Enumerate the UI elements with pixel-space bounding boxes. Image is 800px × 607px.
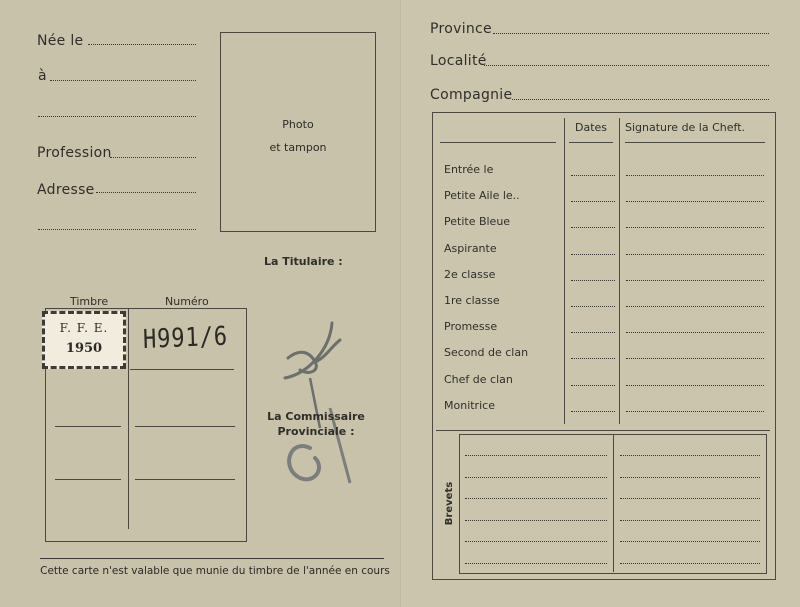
localite-label: Localité [430,53,487,69]
rank-label: Monitrice [444,399,495,412]
brevet-name-field[interactable] [465,563,607,564]
dates-header-rule [569,142,613,143]
stamp-text: F. F. E. [59,321,109,335]
rank-signature-field[interactable] [626,227,764,228]
rank-signature-field[interactable] [626,385,764,386]
brevet-date-field[interactable] [620,498,760,499]
rank-date-field[interactable] [571,385,615,386]
signature-mark [270,318,360,488]
numero-value: H991/6 [142,321,229,355]
brevet-name-field[interactable] [465,498,607,499]
profession-label: Profession [37,145,112,161]
compagnie-label: Compagnie [430,87,513,103]
rank-label: Petite Bleue [444,215,511,228]
province-field[interactable] [493,33,769,34]
rank-label: Second de clan [444,346,529,359]
rank-label: Chef de clan [444,373,513,386]
rank-signature-field[interactable] [626,201,764,202]
rank-date-field[interactable] [571,411,615,412]
nee-le-label: Née le [37,33,84,49]
rank-label: Petite Aile le.. [444,189,520,202]
lieu-field[interactable] [50,80,196,81]
brevet-date-field[interactable] [620,477,760,478]
rank-signature-field[interactable] [626,254,764,255]
photo-label-2: et tampon [269,141,327,154]
brevet-name-field[interactable] [465,477,607,478]
province-label: Province [430,21,492,37]
label-header-rule [440,142,556,143]
adresse-field[interactable] [96,192,196,193]
rank-date-field[interactable] [571,175,615,176]
timbre-line-2 [55,479,121,480]
rank-date-field[interactable] [571,254,615,255]
rank-date-field[interactable] [571,201,615,202]
rank-signature-field[interactable] [626,332,764,333]
brevet-date-field[interactable] [620,563,760,564]
brevets-label: Brevets [444,481,456,526]
timbre-line-1 [55,426,121,427]
titulaire-label: La Titulaire : [264,255,343,268]
brevet-date-field[interactable] [620,541,760,542]
rank-date-field[interactable] [571,280,615,281]
rank-date-field[interactable] [571,358,615,359]
rank-signature-field[interactable] [626,358,764,359]
rank-label: Promesse [444,320,498,333]
provinciale-label: Provinciale : [277,425,355,438]
brevets-divider [613,434,614,572]
rank-date-field[interactable] [571,332,615,333]
numero-underline [130,369,234,370]
rank-signature-field[interactable] [626,411,764,412]
brevet-date-field[interactable] [620,455,760,456]
stamp-year: 1950 [65,341,103,356]
footer-note: Cette carte n'est valable que munie du timbre de l'année en cours [40,565,390,577]
ffe-stamp [42,311,126,369]
signature-header: Signature de la Cheft. [625,121,746,134]
adresse-label: Adresse [37,182,95,198]
rank-signature-field[interactable] [626,175,764,176]
rank-signature-field[interactable] [626,306,764,307]
brevet-name-field[interactable] [465,520,607,521]
numero-header: Numéro [165,295,209,308]
rank-date-field[interactable] [571,227,615,228]
brevet-date-field[interactable] [620,520,760,521]
photo-box [220,32,376,232]
footer-rule [40,558,384,559]
numero-line-2 [135,479,235,480]
timbre-header: Timbre [70,295,109,308]
numero-line-1 [135,426,235,427]
brevet-name-field[interactable] [465,541,607,542]
rank-label: 1re classe [444,294,500,307]
table-divider [128,309,129,529]
brevets-separator [436,430,770,431]
nee-le-field[interactable] [88,44,196,45]
adresse-field-2[interactable] [38,229,196,230]
extra-line-field[interactable] [38,116,196,117]
rank-label: 2e classe [444,268,496,281]
lieu-label: à [38,68,47,84]
rank-label: Aspirante [444,242,497,255]
signature-header-rule [625,142,765,143]
brevet-name-field[interactable] [465,455,607,456]
dates-right-divider [619,118,620,424]
rank-label: Entrée le [444,163,494,176]
rank-date-field[interactable] [571,306,615,307]
dates-left-divider [564,118,565,424]
profession-field[interactable] [110,157,196,158]
compagnie-field[interactable] [512,99,769,100]
rank-signature-field[interactable] [626,280,764,281]
photo-label: Photo [282,118,314,131]
dates-header: Dates [575,121,608,134]
localite-field[interactable] [484,65,769,66]
commissaire-label: La Commissaire [267,410,365,423]
